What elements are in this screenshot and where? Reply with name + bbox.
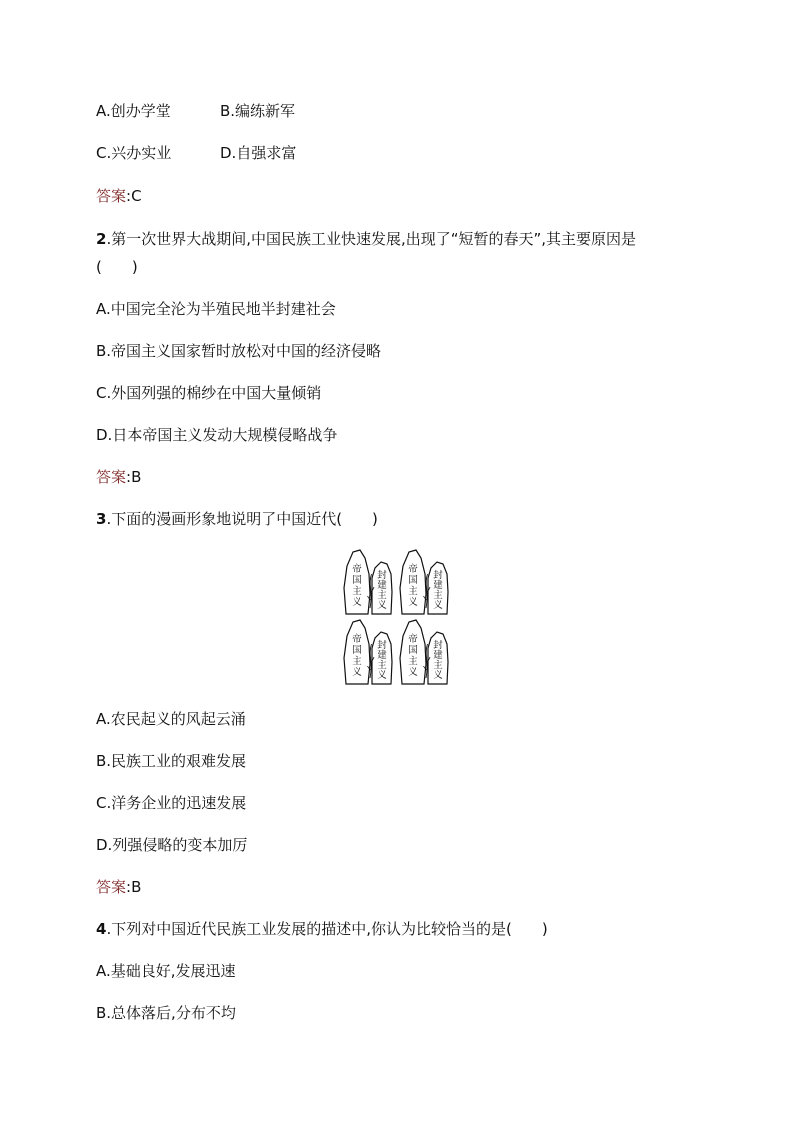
q2-number: 2 [96,230,107,248]
big-stone-char: 国 [408,645,418,656]
q3-answer [96,877,141,897]
q4-option-b: B.总体落后,分布不均 [96,1004,236,1022]
q3-option-c: C.洋务企业的迅速发展 [96,794,247,812]
q3-stem [96,509,378,529]
small-stone-char: 义 [377,670,387,681]
q4-stem [96,919,548,939]
q3-option-b: B.民族工业的艰难发展 [96,752,247,770]
q3-answer-value: :B [126,878,142,896]
big-stone-char: 主 [352,586,362,597]
q2-option-a: A.中国完全沦为半殖民地半封建社会 [96,300,336,318]
small-stone-char: 建 [377,650,387,661]
q2-stem-line-1 [96,229,636,249]
q2-option-c: C.外国列强的棉纱在中国大量倾销 [96,384,322,402]
q2-stem-text: .第一次世界大战期间,中国民族工业快速发展,出现了“短暂的春天”,其主要原因是 [106,230,637,248]
cartoon-svg [342,548,454,688]
q1-option-c: C.兴办实业 [96,144,172,162]
q3-cartoon-image [342,548,454,688]
big-stone-char: 主 [352,656,362,667]
stone-pair-1 [344,550,392,614]
big-stone-char: 帝 [408,564,418,575]
q1-answer [96,186,142,206]
q2-answer-value: :B [126,468,142,486]
q4-stem-text: .下列对中国近代民族工业发展的描述中,你认为比较恰当的是( ) [106,920,548,938]
q1-option-b: B.编练新军 [220,102,296,120]
big-stone-char: 义 [408,667,418,678]
big-stone-char: 国 [352,575,362,586]
small-stone-char: 建 [377,580,387,591]
small-stone-char: 建 [433,580,443,591]
stone-pair-3 [344,620,392,684]
q1-answer-label: 答案 [96,187,127,205]
big-stone-char: 义 [408,597,418,608]
q3-number: 3 [96,510,107,528]
q1-option-a: A.创办学堂 [96,102,171,120]
q4-option-a: A.基础良好,发展迅速 [96,962,236,980]
big-stone-char: 帝 [352,564,362,575]
q3-stem-text: .下面的漫画形象地说明了中国近代( ) [106,510,378,528]
q1-options-row-2 [96,143,297,163]
small-stone-char: 义 [377,600,387,611]
q2-answer [96,467,141,487]
q3-option-d: D.列强侵略的变本加厉 [96,836,248,854]
q2-answer-label: 答案 [96,468,127,486]
q1-options-row-1 [96,101,296,121]
q2-option-b: B.帝国主义国家暂时放松对中国的经济侵略 [96,342,382,360]
big-stone-char: 义 [352,597,362,608]
big-stone-char: 义 [352,667,362,678]
small-stone-char: 封 [377,570,387,581]
q2-option-d: D.日本帝国主义发动大规模侵略战争 [96,426,338,444]
big-stone-char: 帝 [352,634,362,645]
big-stone-char: 国 [352,645,362,656]
big-stone-char: 国 [408,575,418,586]
small-stone-char: 封 [433,640,443,651]
small-stone-char: 封 [433,570,443,581]
q2-stem-line-2: ( ) [96,258,138,276]
stone-pair-2 [400,550,448,614]
stone-pair-4 [400,620,448,684]
small-stone-char: 义 [433,670,443,681]
small-stone-char: 主 [433,660,443,671]
q1-option-d: D.自强求富 [220,144,297,162]
small-stone-char: 建 [433,650,443,661]
small-stone-char: 封 [377,640,387,651]
q3-answer-label: 答案 [96,878,127,896]
q4-number: 4 [96,920,107,938]
small-stone-char: 主 [377,660,387,671]
q1-answer-value: :C [126,187,142,205]
small-stone-char: 主 [377,590,387,601]
small-stone-char: 义 [433,600,443,611]
big-stone-char: 主 [408,586,418,597]
big-stone-char: 帝 [408,634,418,645]
small-stone-char: 主 [433,590,443,601]
big-stone-char: 主 [408,656,418,667]
q3-option-a: A.农民起义的风起云涌 [96,710,246,728]
